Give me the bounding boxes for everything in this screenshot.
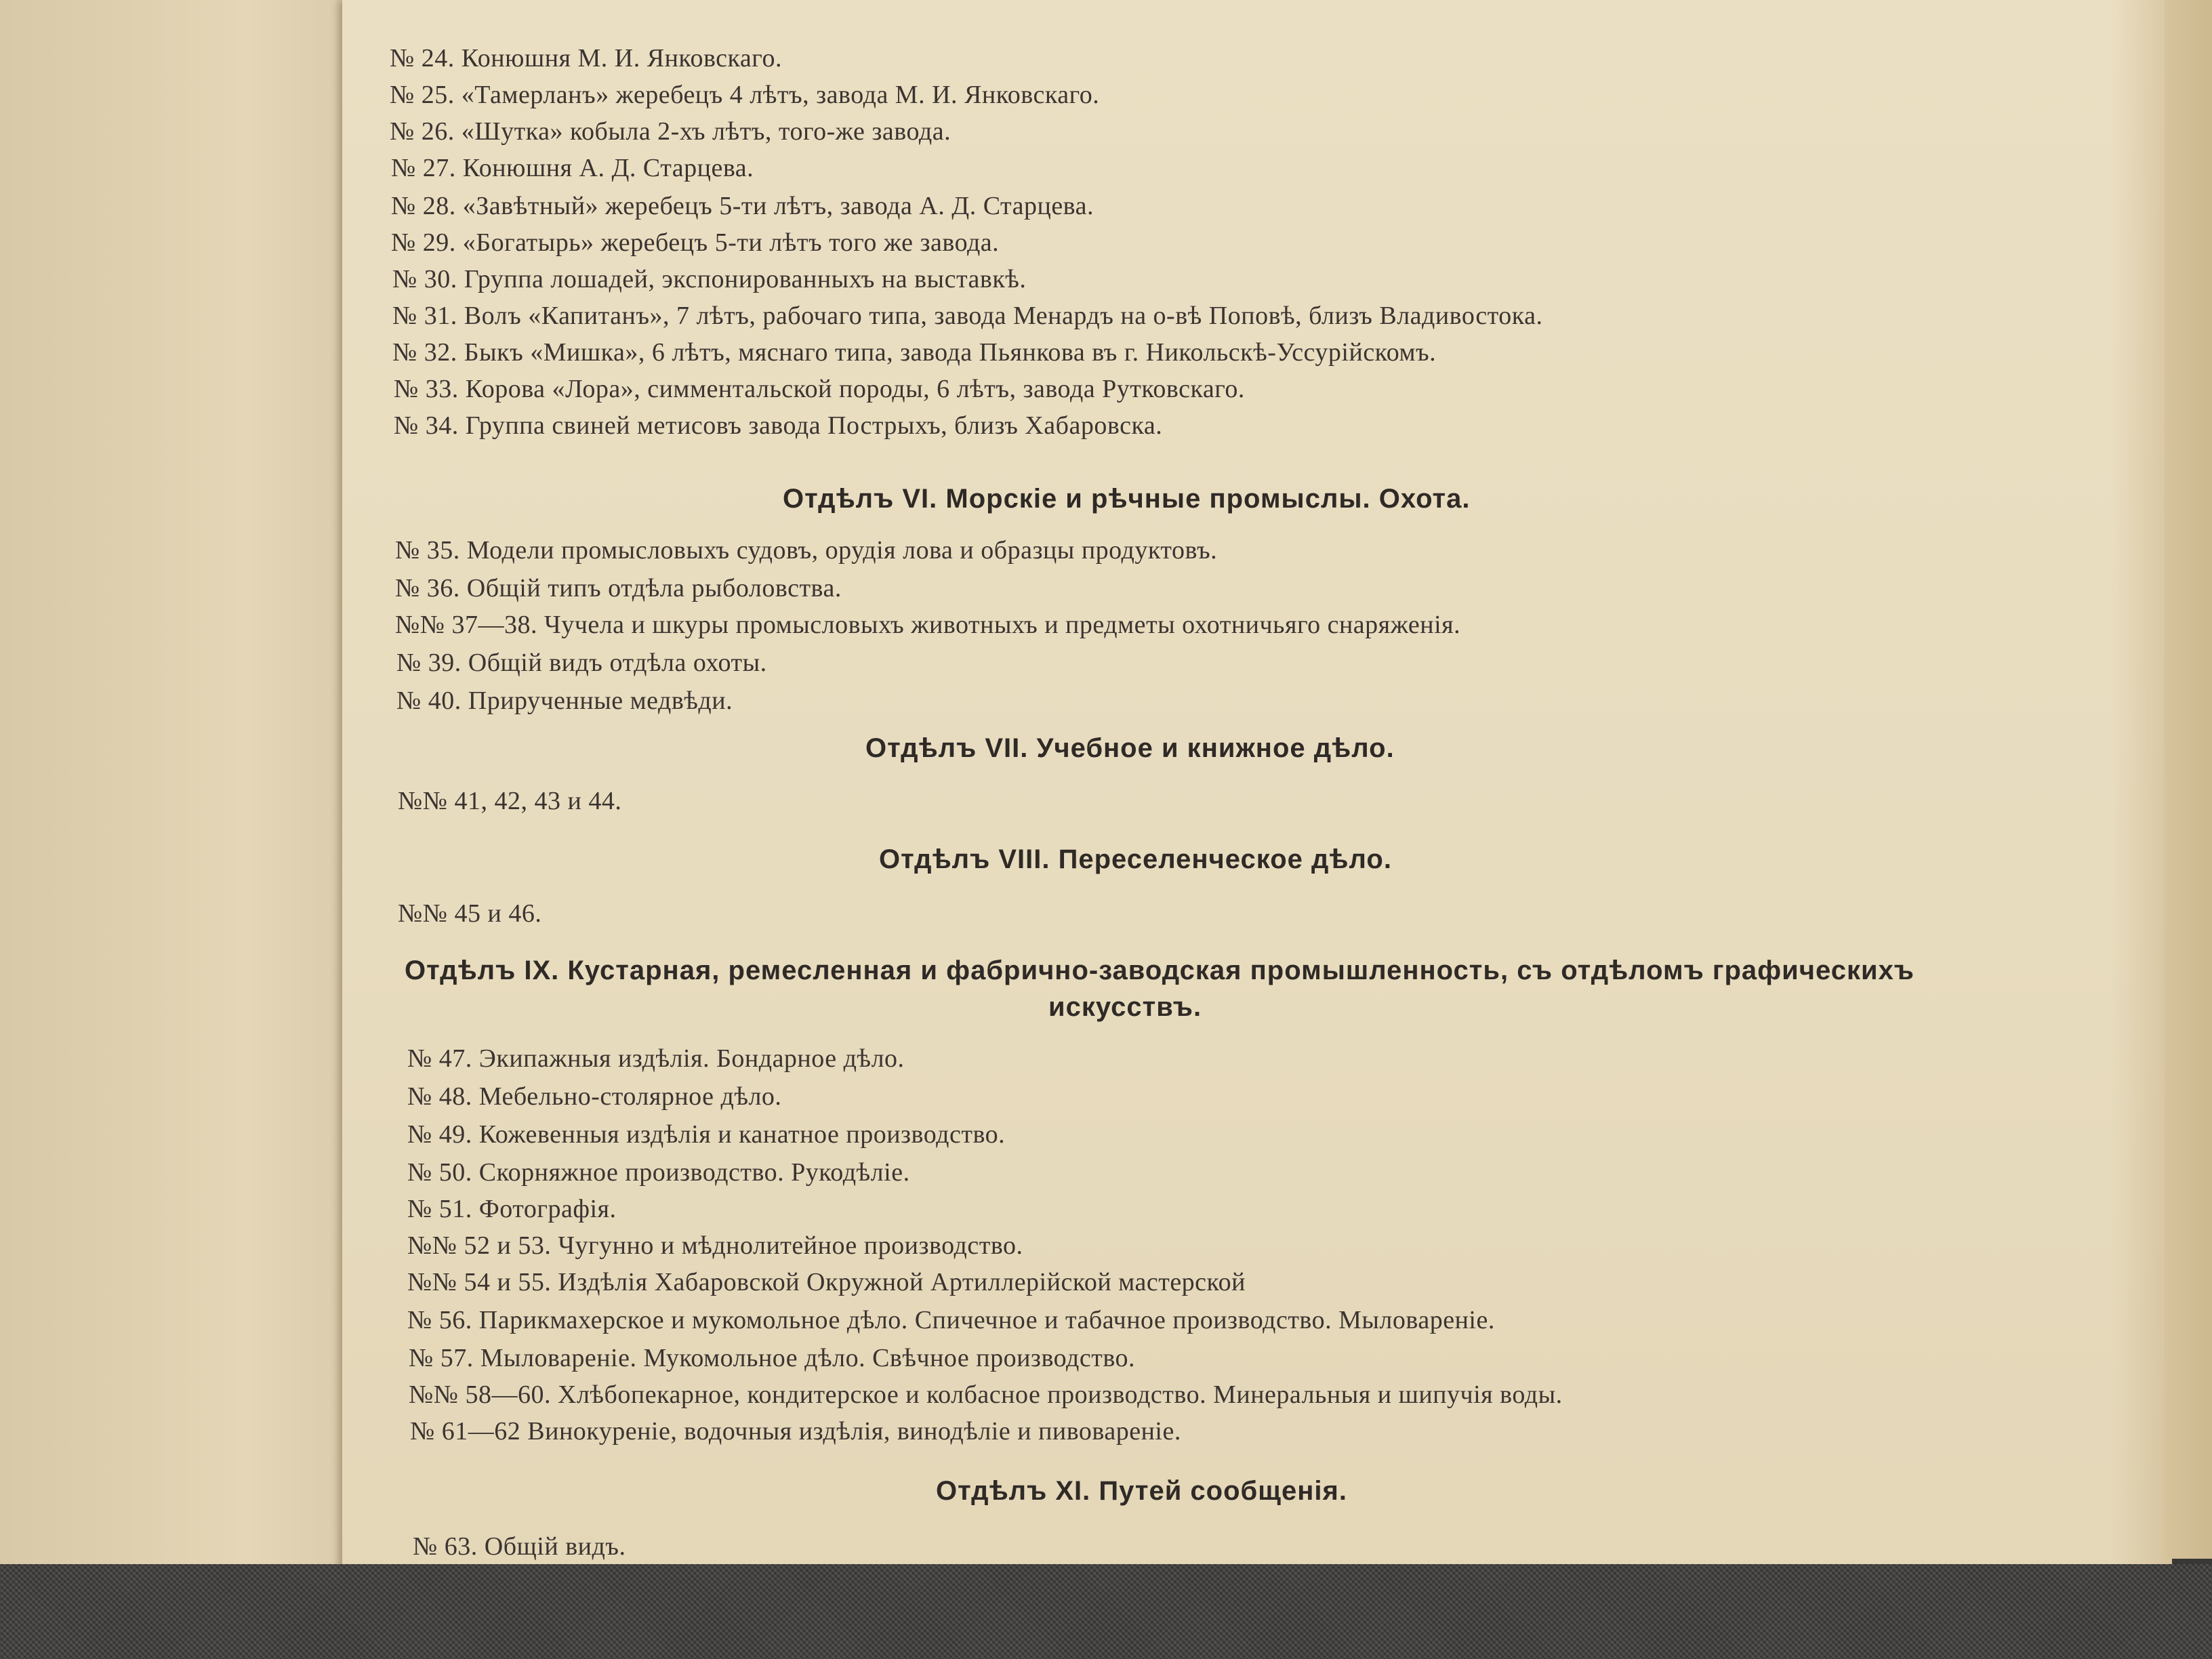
list-item: № 56. Парикмахерское и мукомольное дѣло. Спичечное и табачное производство. Мыловареніе. xyxy=(407,1306,1495,1334)
list-item: № 28. «Завѣтный» жеребецъ 5-ти лѣтъ, завода А. Д. Старцева. xyxy=(391,192,1094,220)
list-item: № 30. Группа лошадей, экспонированныхъ на выставкѣ. xyxy=(392,265,1027,293)
list-item: № 57. Мыловареніе. Мукомольное дѣло. Свѣчное производство. xyxy=(409,1344,1136,1372)
list-item: № 48. Мебельно-столярное дѣло. xyxy=(407,1082,782,1111)
list-item: № 27. Конюшня А. Д. Старцева. xyxy=(391,154,754,182)
list-item: № 25. «Тамерланъ» жеребецъ 4 лѣтъ, завода М. И. Янковскаго. xyxy=(390,81,1100,109)
document-page xyxy=(342,0,2172,1602)
list-item: № 61—62 Винокуреніе, водочныя издѣлія, винодѣліе и пивовареніе. xyxy=(410,1417,1181,1446)
section-heading: Отдѣлъ XI. Путей сообщенія. xyxy=(936,1476,1347,1506)
section-heading: Отдѣлъ VI. Морскіе и рѣчные промыслы. Охота. xyxy=(783,484,1471,514)
list-item: № 35. Модели промысловыхъ судовъ, орудія лова и образцы продуктовъ. xyxy=(395,536,1218,565)
section-heading: Отдѣлъ VIII. Переселенческое дѣло. xyxy=(879,844,1392,874)
list-item: №№ 58—60. Хлѣбопекарное, кондитерское и колбасное производство. Минеральныя и шипучія воды. xyxy=(409,1380,1563,1409)
list-item: № 33. Корова «Лора», симментальской породы, 6 лѣтъ, завода Рутковскаго. xyxy=(394,375,1245,403)
list-item: № 36. Общій типъ отдѣла рыболовства. xyxy=(395,574,842,602)
list-item: №№ 41, 42, 43 и 44. xyxy=(398,787,622,815)
list-item: № 51. Фотографія. xyxy=(407,1195,617,1223)
section-heading: Отдѣлъ VII. Учебное и книжное дѣло. xyxy=(865,733,1395,763)
section-heading-continued: искусствъ. xyxy=(1048,992,1202,1022)
list-item: № 31. Волъ «Капитанъ», 7 лѣтъ, рабочаго типа, завода Менардъ на о-вѣ Поповѣ, близъ Владивостока. xyxy=(392,302,1543,330)
list-item: № 47. Экипажныя издѣлія. Бондарное дѣло. xyxy=(407,1044,905,1073)
fabric-background xyxy=(0,1564,2212,1659)
right-paper-edge xyxy=(2165,0,2212,1559)
list-item: № 34. Группа свиней метисовъ завода Пострыхъ, близъ Хабаровска. xyxy=(394,411,1163,440)
list-item: № 32. Быкъ «Мишка», 6 лѣтъ, мяснаго типа, завода Пьянкова въ г. Никольскѣ-Уссурійскомъ. xyxy=(392,338,1437,367)
list-item: №№ 54 и 55. Издѣлія Хабаровской Окружной Артиллерійской мастерской xyxy=(407,1268,1246,1296)
list-item: № 24. Конюшня М. И. Янковскаго. xyxy=(390,44,782,73)
list-item: № 63. Общій видъ. xyxy=(413,1532,626,1561)
list-item: №№ 37—38. Чучела и шкуры промысловыхъ животныхъ и предметы охотничьяго снаряженія. xyxy=(395,611,1461,639)
left-paper-edge xyxy=(0,0,352,1659)
list-item: № 29. «Богатырь» жеребецъ 5-ти лѣтъ того же завода. xyxy=(391,228,1000,257)
section-heading: Отдѣлъ IX. Кустарная, ремесленная и фабрично-заводская промышленность, съ отдѣломъ графическихъ xyxy=(405,956,1914,985)
list-item: №№ 45 и 46. xyxy=(398,899,542,928)
list-item: № 40. Прирученные медвѣди. xyxy=(396,687,733,715)
list-item: № 49. Кожевенныя издѣлія и канатное производство. xyxy=(407,1120,1006,1149)
list-item: №№ 52 и 53. Чугунно и мѣднолитейное производство. xyxy=(407,1231,1023,1260)
list-item: № 50. Скорняжное производство. Рукодѣліе. xyxy=(407,1158,910,1187)
list-item: № 39. Общій видъ отдѣла охоты. xyxy=(396,649,767,677)
list-item: № 26. «Шутка» кобыла 2-хъ лѣтъ, того-же завода. xyxy=(390,117,951,146)
